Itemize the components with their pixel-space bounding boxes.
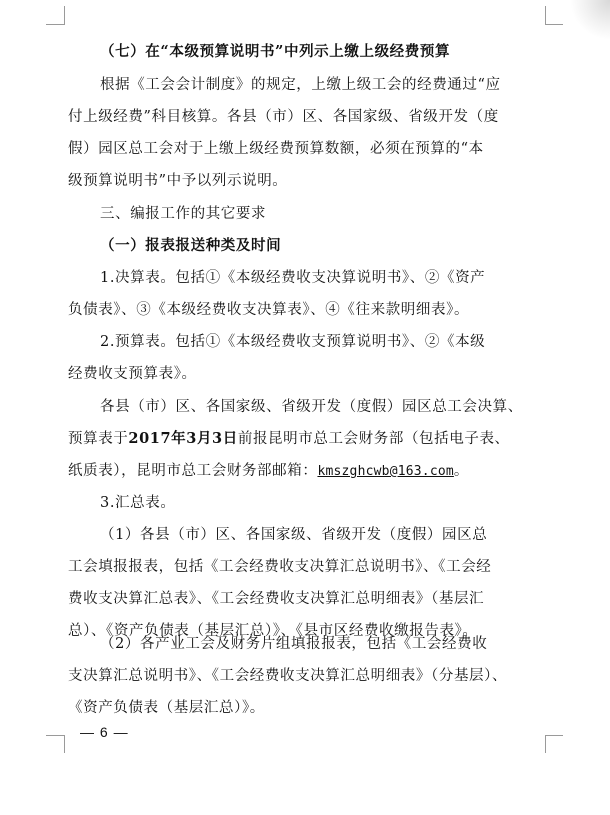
list-item-line: 负债表》、③《本级经费收支决算表》、④《往来款明细表》。	[68, 302, 470, 318]
deadline-line: 各县（市）区、各国家级、省级开发（度假）园区总工会决算、	[100, 399, 523, 415]
list-item-line: 经费收支预算表》。	[68, 366, 197, 382]
list-item-line: 1.决算表。包括①《本级经费收支决算说明书》、②《资产	[100, 270, 486, 286]
sub-item-line: 总）、《资产负债表（基层汇总）》、《县市区经费收缴报告表》。	[68, 623, 478, 639]
paragraph-line: 根据《工会会计制度》的规定，上缴上级工会的经费通过“应	[100, 77, 501, 93]
deadline-line	[68, 429, 510, 449]
deadline-date: 2017年3月3日	[128, 430, 238, 447]
crop-mark-bottom-left	[46, 735, 64, 736]
crop-mark-bottom-right-vertical	[545, 735, 546, 753]
sub-item-line: 费收支决算汇总表》、《工会经费收支决算汇总明细表》（基层汇	[68, 591, 485, 607]
crop-mark-top-left	[46, 24, 64, 25]
page-number: — 6 —	[80, 724, 129, 740]
paragraph-line: 付上级经费”科目核算。各县（市）区、各国家级、省级开发（度	[68, 109, 499, 125]
sub-item-line: 支决算汇总说明书》、《工会经费收支决算汇总明细表》（分基层）、	[68, 668, 508, 684]
sub-item-line: （1）各县（市）区、各国家级、省级开发（度假）园区总	[100, 527, 488, 543]
page-curl-shadow	[570, 0, 610, 40]
crop-mark-bottom-left-vertical	[64, 735, 65, 753]
list-item-line: 2.预算表。包括①《本级经费收支预算说明书》、②《本级	[100, 334, 486, 350]
paragraph-line: 级预算说明书”中予以列示说明。	[68, 173, 288, 189]
crop-mark-top-right	[545, 24, 563, 25]
paragraph-line: 假）园区总工会对于上缴上级经费预算数额，必须在预算的“本	[68, 141, 484, 157]
deadline-text: 纸质表），昆明市总工会财务部邮箱：	[68, 463, 318, 479]
sub-item-line: 《资产负债表（基层汇总）》。	[68, 700, 265, 716]
crop-mark-top-left-vertical	[64, 6, 65, 25]
heading-section-7: （七）在“本级预算说明书”中列示上缴上级经费预算	[100, 43, 451, 60]
sub-item-line: 工会填报报表，包括《工会经费收支决算汇总说明书》、《工会经	[68, 559, 492, 575]
subheading-1: （一）报表报送种类及时间	[100, 237, 282, 254]
crop-mark-top-right-vertical	[545, 6, 546, 25]
deadline-text: 。	[453, 463, 470, 479]
sub-item-line: （2）各产业工会及财务片组填报报表，包括《工会经费收	[100, 636, 488, 652]
crop-mark-bottom-right	[545, 735, 563, 736]
deadline-line	[68, 461, 469, 482]
email-link[interactable]: kmszghcwb@163.com	[317, 464, 454, 479]
deadline-text: 前报昆明市总工会财务部（包括电子表、	[237, 431, 510, 447]
deadline-text: 预算表于	[68, 431, 129, 447]
section-heading-3: 三、编报工作的其它要求	[100, 206, 267, 222]
list-item-line: 3.汇总表。	[100, 495, 176, 511]
